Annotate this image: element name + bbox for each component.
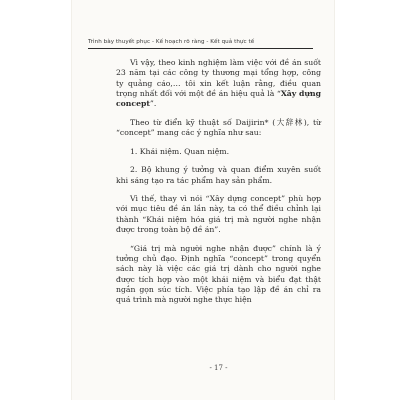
paragraph-intro: Vì vậy, theo kinh nghiệm làm việc với đề án suốt 23 năm tại các công ty thương mại tổng hợp, công ty quảng cáo,… tôi xin kết luận rằng, điều quan trọng nhất đối với một đề án hiệu quả là “Xây dựng concept”. bbox=[116, 58, 321, 109]
header-divider bbox=[88, 48, 313, 49]
body-text bbox=[116, 58, 321, 305]
list-item-1: 1. Khái niệm. Quan niệm. bbox=[130, 146, 230, 156]
paragraph-adjust: Vì thế, thay vì nói “Xây dựng concept” phù hợp với mục tiêu đề án lần này, ta có thể điều chỉnh lại thành “Khái niệm hóa giá trị mà người nghe nhận được trong toàn bộ đề án”. bbox=[116, 194, 321, 235]
emphasis-term: Xây dựng concept bbox=[116, 88, 321, 109]
running-header: Trình bày thuyết phục - Kế hoạch rõ ràng - Kết quả thực tế bbox=[88, 39, 255, 45]
paragraph-definition: “Giá trị mà người nghe nhận được” chính là ý tưởng chủ đạo. Định nghĩa “concept” trong quyển sách này là việc các giá trị dành cho người nghe được tích hợp vào một khái niệm và biểu đạt thật ngắn gọn súc tích. Việc phía tạo lập đề án chỉ ra quá trình mà người nghe thực hiện bbox=[116, 243, 321, 305]
list-item-2: 2. Bộ khung ý tưởng và quan điểm xuyên suốt khi sáng tạo ra tác phẩm hay sản phẩm. bbox=[116, 165, 321, 185]
page-number: - 17 - bbox=[209, 364, 228, 372]
paragraph-dictionary: Theo từ điển kỹ thuật số Daijirin* (大辞林), từ “concept” mang các ý nghĩa như sau: bbox=[116, 117, 321, 138]
